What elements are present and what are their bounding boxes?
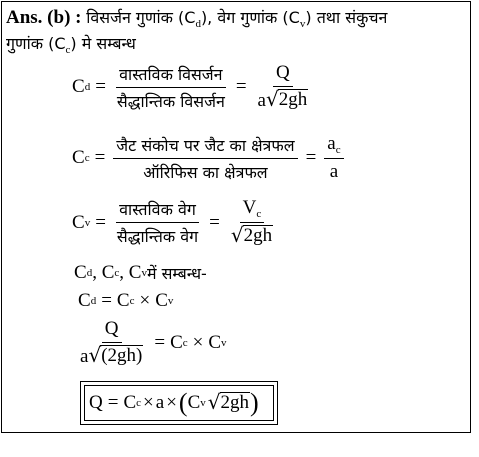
- discharge-coefficient-equation: C d = $\frac{\text{वास्तविक विसर्जन}}{\text{सैद्धान्तिक विसर्जन}}$ = Q a √ 2gh: [72, 62, 314, 112]
- cv-word-fraction: $\frac{\text{वास्तविक वेग}}{\text{सैद्धान्तिक वेग}}$: [116, 200, 199, 246]
- sqrt-icon: √: [88, 343, 102, 367]
- answer-label: Ans. (b) :: [6, 7, 82, 28]
- final-result-equation: Q = C c × a × ( C v √ 2gh ): [84, 385, 274, 421]
- velocity-coefficient-equation: C v = $\frac{\text{वास्तविक वेग}}{\text{सैद्धान्तिक वेग}}$ = $V_c$ √ 2gh: [72, 197, 279, 248]
- sqrt-icon: √: [265, 87, 279, 111]
- heading-line-2: गुणांक $(C_c)$ मे सम्बन्ध: [6, 34, 136, 56]
- q-fraction: Q a √ (2gh): [80, 318, 143, 367]
- sqrt-icon: √: [207, 390, 221, 415]
- contraction-coefficient-equation: C c = $\frac{\text{जैट संकोच पर जैट का क्षेत्रफल}}{\text{ऑरिफिस का क्षेत्रफल}}$ = $\frac{a_c}{a}$: [72, 133, 347, 183]
- relation-intro: C d , C c , C v में सम्बन्ध-: [74, 262, 207, 283]
- relation-equation-1: C d = C c × C v: [78, 290, 174, 311]
- cc-word-fraction: $\frac{\text{जैट संकोच पर जैट का क्षेत्रफल}}{\text{ऑरिफिस का क्षेत्रफल}}$: [113, 134, 297, 183]
- cc-symbol-fraction: $\frac{a_c}{a}$: [324, 133, 343, 183]
- heading-line-1: Ans. (b) : विसर्जन गुणांक $(C_d)$, वेग गुणांक $(C_v)$ तथा संकुचन: [6, 7, 388, 30]
- final-result-box: [80, 381, 278, 425]
- cd-symbol-fraction: Q a √ 2gh: [257, 62, 308, 111]
- cd-word-fraction: $\frac{\text{वास्तविक विसर्जन}}{\text{सैद्धान्तिक विसर्जन}}$: [116, 64, 225, 111]
- cv-symbol-fraction: $V_c$ √ 2gh: [230, 197, 273, 247]
- sqrt-icon: √: [230, 223, 244, 247]
- relation-equation-2: Q a √ (2gh) = C c × C v: [74, 318, 227, 368]
